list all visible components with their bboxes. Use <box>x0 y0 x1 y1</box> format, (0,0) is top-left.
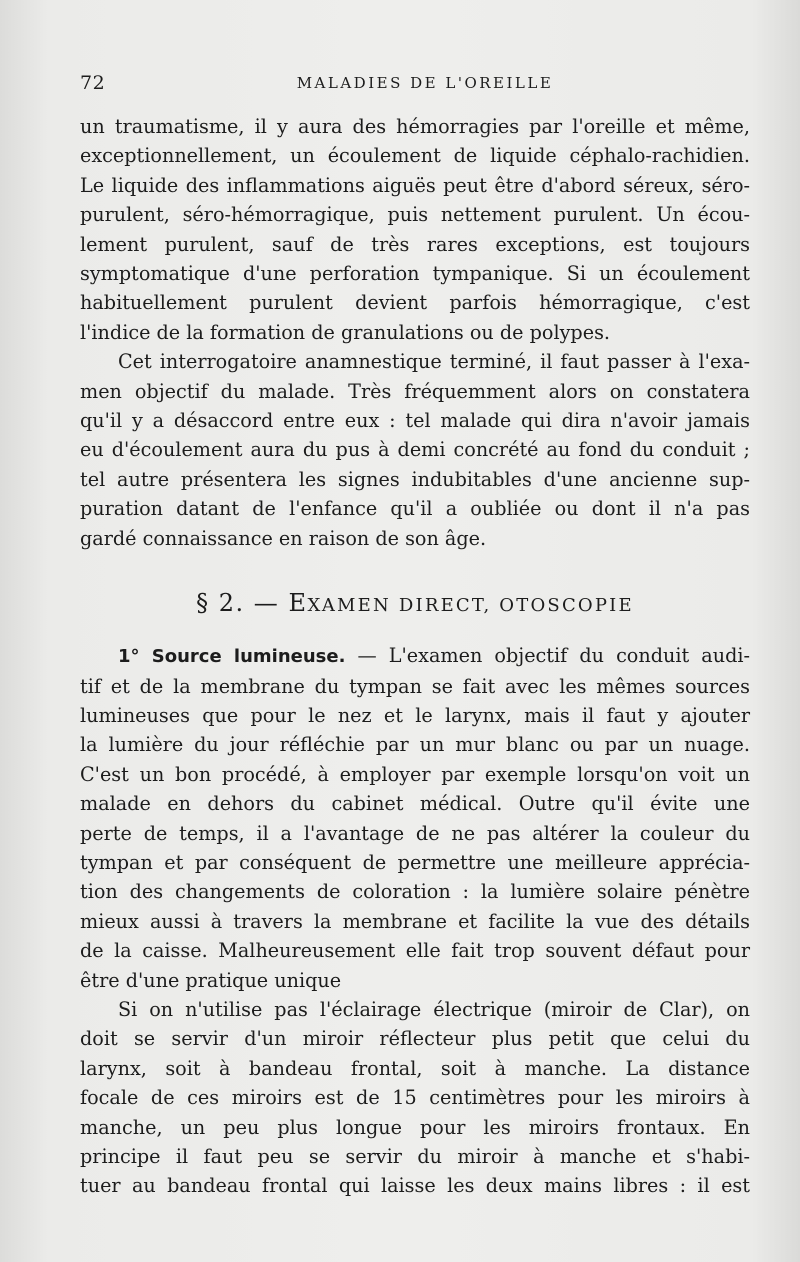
text-line: être d'une pratique unique <box>80 968 342 992</box>
text-line: mieux aussi à travers la membrane et facilite la vue des détails <box>80 909 750 933</box>
text-line: tif et de la membrane du tympan se fait avec les mêmes sources <box>80 674 750 698</box>
paragraph-1 <box>80 112 750 347</box>
text-line: principe il faut peu se servir du miroir à manche et s'habi- <box>80 1145 750 1168</box>
text-line: men objectif du malade. Très fréquemment alors on constatera <box>80 379 750 403</box>
text-line: lement purulent, sauf de très rares exceptions, est toujours <box>80 232 750 256</box>
section-title: XAMEN DIRECT, OTOSCOPIE <box>307 595 634 617</box>
text-line: gardé connaissance en raison de son âge. <box>80 526 487 550</box>
text-line: puration datant de l'enfance qu'il a oubliée ou dont il n'a pas <box>80 497 750 521</box>
text-line: l'indice de la formation de granulations ou de polypes. <box>80 320 611 344</box>
text-line: la lumière du jour réfléchie par un mur blanc ou par un nuage. <box>80 733 750 757</box>
text-line: habituellement purulent devient parfois hémorragique, c'est <box>80 291 750 315</box>
text-fragment: — L'examen objectif du conduit audi- <box>345 644 750 668</box>
text-line: de la caisse. Malheureusement elle fait trop souvent défaut pour <box>80 939 750 963</box>
text-line: symptomatique d'une perforation tympanique. Si un écoulement <box>80 262 750 286</box>
text-line: Si on n'utilise pas l'éclairage électrique (miroir de Clar), on <box>118 997 750 1021</box>
page-body <box>80 112 750 1201</box>
paragraph-2 <box>80 347 750 553</box>
subsection-heading: 1° Source lumineuse. <box>118 646 346 668</box>
text-line: focale de ces miroirs est de 15 centimètres pour les miroirs à <box>80 1086 750 1110</box>
text-line: malade en dehors du cabinet médical. Outre qu'il évite une <box>80 792 750 816</box>
text-line: Le liquide des inflammations aiguës peut être d'abord séreux, séro- <box>80 173 750 197</box>
text-line: tel autre présentera les signes indubitables d'une ancienne sup- <box>80 467 750 491</box>
text-line: C'est un bon procédé, à employer par exemple lorsqu'on voit un <box>80 762 750 786</box>
section-heading <box>80 589 750 617</box>
text-line: tympan et par conséquent de permettre une meilleure apprécia- <box>80 850 750 874</box>
text-line: doit se servir d'un miroir réflecteur plus petit que celui du <box>80 1027 750 1051</box>
paragraph-4 <box>80 995 750 1201</box>
text-line: eu d'écoulement aura du pus à demi concrété au fond du conduit ; <box>80 438 750 462</box>
text-line: lumineuses que pour le nez et le larynx, mais il faut y ajouter <box>80 703 750 727</box>
text-line: tuer au bandeau frontal qui laisse les deux mains libres : il est <box>80 1174 750 1198</box>
text-line: qu'il y a désaccord entre eux : tel malade qui dira n'avoir jamais <box>80 409 750 433</box>
text-line: exceptionnellement, un écoulement de liquide céphalo-rachidien. <box>80 144 750 168</box>
text-line: manche, un peu plus longue pour les miroirs frontaux. En <box>80 1115 750 1139</box>
text-line: larynx, soit à bandeau frontal, soit à manche. La distance <box>80 1056 750 1080</box>
text-line: un traumatisme, il y aura des hémorragies par l'oreille et même, <box>80 115 750 138</box>
running-head: MALADIES DE L'OREILLE <box>296 74 554 92</box>
text-line <box>80 641 750 671</box>
section-number: § 2. — <box>196 589 280 618</box>
page-number: 72 <box>80 72 106 94</box>
page-header <box>80 72 750 102</box>
paragraph-3 <box>80 641 750 995</box>
text-line: Cet interrogatoire anamnestique terminé, il faut passer à l'exa- <box>118 350 750 374</box>
text-line: perte de temps, il a l'avantage de ne pas altérer la couleur du <box>80 821 750 845</box>
text-line: tion des changements de coloration : la lumière solaire pénètre <box>80 880 750 904</box>
section-title-initial: E <box>288 589 308 618</box>
text-line: purulent, séro-hémorragique, puis nettement purulent. Un écou- <box>80 203 750 227</box>
